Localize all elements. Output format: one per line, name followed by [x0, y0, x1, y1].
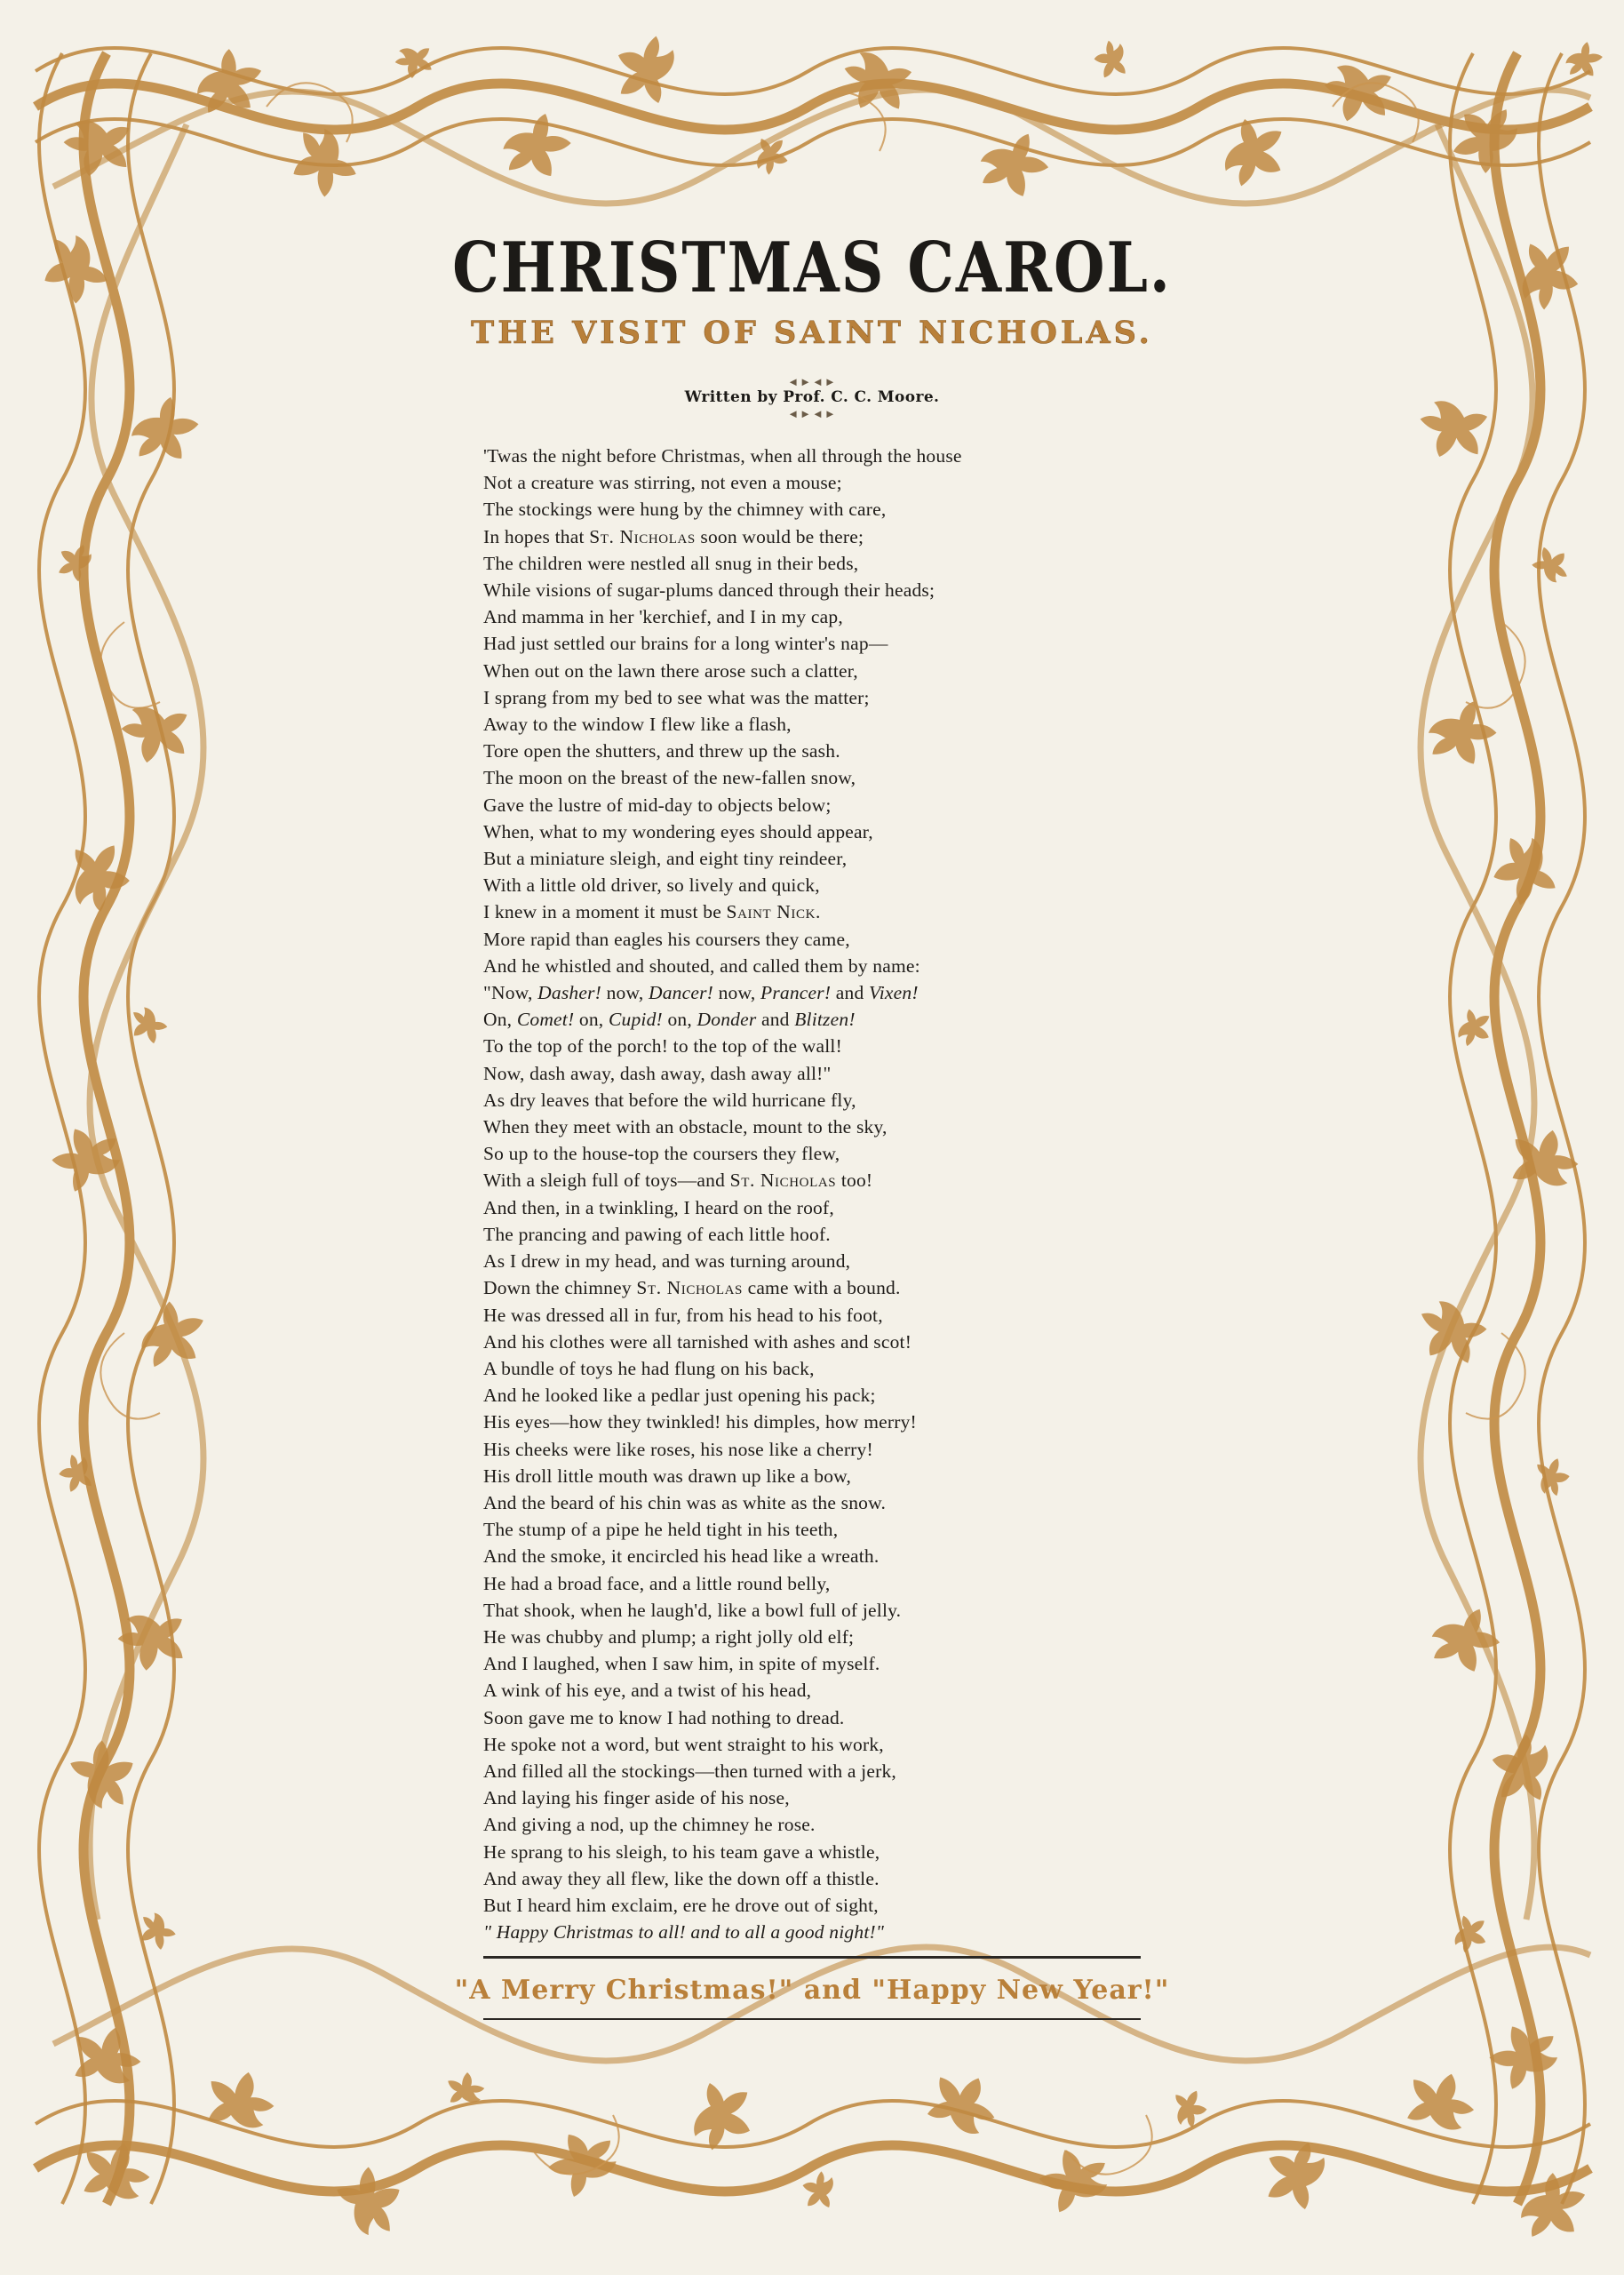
divider-rule-bottom [483, 2018, 1141, 2020]
poem-line: " Happy Christmas to all! and to all a good night!" [483, 1921, 885, 1944]
poem-line: And mamma in her 'kerchief, and I in my cap, [483, 606, 843, 628]
poem-line: He sprang to his sleigh, to his team gave a whistle, [483, 1840, 880, 1863]
poem-line: A bundle of toys he had flung on his back, [483, 1357, 815, 1379]
poem-line: I sprang from my bed to see what was the matter; [483, 686, 870, 708]
poem-line: And away they all flew, like the down off a thistle. [483, 1867, 880, 1889]
poem-line: As I drew in my head, and was turning around, [483, 1250, 851, 1273]
poem-line: But a miniature sleigh, and eight tiny reindeer, [483, 848, 848, 870]
poem-line: When out on the lawn there arose such a clatter, [483, 659, 858, 682]
poem-body [474, 443, 1150, 1945]
poem-line: And then, in a twinkling, I heard on the roof, [483, 1196, 834, 1218]
poem-line: While visions of sugar-plums danced through their heads; [483, 579, 935, 602]
poem-line: "Now, Dasher! now, Dancer! now, Prancer! and Vixen! [483, 982, 919, 1004]
poem-line: As dry leaves that before the wild hurricane fly, [483, 1089, 856, 1111]
poem-line: He spoke not a word, but went straight to his work, [483, 1733, 884, 1755]
poem-line: And filled all the stockings—then turned with a jerk, [483, 1760, 896, 1782]
poem-line: 'Twas the night before Christmas, when all through the house [483, 445, 962, 467]
poem-line: But I heard him exclaim, ere he drove out of sight, [483, 1894, 879, 1916]
poem-line: A wink of his eye, and a twist of his head, [483, 1680, 812, 1702]
page-title: CHRISTMAS CAROL. [452, 226, 1172, 308]
poem-line: And he looked like a pedlar just opening his pack; [483, 1385, 876, 1407]
poem-line: Soon gave me to know I had nothing to dread. [483, 1706, 845, 1728]
poem-line: The prancing and pawing of each little hoof. [483, 1223, 831, 1245]
poem-line: On, Comet! on, Cupid! on, Donder and Blitzen! [483, 1009, 856, 1031]
poem-line: That shook, when he laugh'd, like a bowl full of jelly. [483, 1599, 902, 1621]
poem-line: The stump of a pipe he held tight in his teeth, [483, 1519, 839, 1541]
poem-line: And the smoke, it encircled his head like a wreath. [483, 1545, 880, 1568]
poem-line: And the beard of his chin was as white as the snow. [483, 1491, 887, 1513]
poem-line: More rapid than eagles his coursers they came, [483, 928, 850, 950]
poem-line: The children were nestled all snug in their beds, [483, 552, 859, 574]
ornament-rule-top: ◄►◄► [787, 375, 837, 388]
poem-line: And laying his finger aside of his nose, [483, 1787, 790, 1809]
poem-line: To the top of the porch! to the top of the wall! [483, 1035, 842, 1058]
poem-line: Away to the window I flew like a flash, [483, 714, 792, 736]
divider-rule [483, 1956, 1141, 1959]
poem-line: With a little old driver, so lively and quick, [483, 874, 820, 897]
poem-line: When, what to my wondering eyes should appear, [483, 820, 873, 842]
ornament-rule-bottom: ◄►◄► [787, 407, 837, 420]
poem-line: Now, dash away, dash away, dash away all!" [483, 1062, 832, 1084]
broadside-content [448, 226, 1176, 2020]
poem-line: And his clothes were all tarnished with ashes and scot! [483, 1330, 912, 1353]
poem-line: And giving a nod, up the chimney he rose. [483, 1814, 816, 1836]
byline-block [448, 376, 1176, 419]
poem-line: I knew in a moment it must be Saint Nick. [483, 901, 821, 923]
poem-line: So up to the house-top the coursers they flew, [483, 1143, 840, 1165]
poem-line: The moon on the breast of the new-fallen snow, [483, 767, 856, 789]
poem-line: When they meet with an obstacle, mount to the sky, [483, 1116, 888, 1138]
poem-line: His cheeks were like roses, his nose like a cherry! [483, 1438, 873, 1460]
poem-line: Had just settled our brains for a long winter's nap— [483, 633, 888, 655]
poem-line: Down the chimney St. Nicholas came with a bound. [483, 1277, 901, 1299]
poem-line: Gave the lustre of mid-day to objects below; [483, 794, 832, 816]
page-subtitle: THE VISIT OF SAINT NICHOLAS. [471, 315, 1153, 351]
poem-line: Tore open the shutters, and threw up the sash. [483, 740, 840, 762]
poem-line: He had a broad face, and a little round belly, [483, 1572, 831, 1594]
poem-line: The stockings were hung by the chimney with care, [483, 499, 887, 521]
poem-line: In hopes that St. Nicholas soon would be there; [483, 525, 864, 547]
closing-greeting: "A Merry Christmas!" and "Happy New Year!" [454, 1975, 1170, 2007]
author-byline: Written by Prof. C. C. Moore. [684, 388, 940, 406]
poem-line: Not a creature was stirring, not even a mouse; [483, 472, 842, 494]
poem-line: His droll little mouth was drawn up like a bow, [483, 1465, 852, 1487]
poem-line: And I laughed, when I saw him, in spite of myself. [483, 1653, 880, 1675]
poem-line: With a sleigh full of toys—and St. Nicholas too! [483, 1169, 873, 1192]
poem-line: He was dressed all in fur, from his head to his foot, [483, 1304, 883, 1326]
poem-line: And he whistled and shouted, and called them by name: [483, 954, 920, 977]
poem-line: He was chubby and plump; a right jolly old elf; [483, 1625, 855, 1648]
poem-line: His eyes—how they twinkled! his dimples, how merry! [483, 1411, 917, 1433]
